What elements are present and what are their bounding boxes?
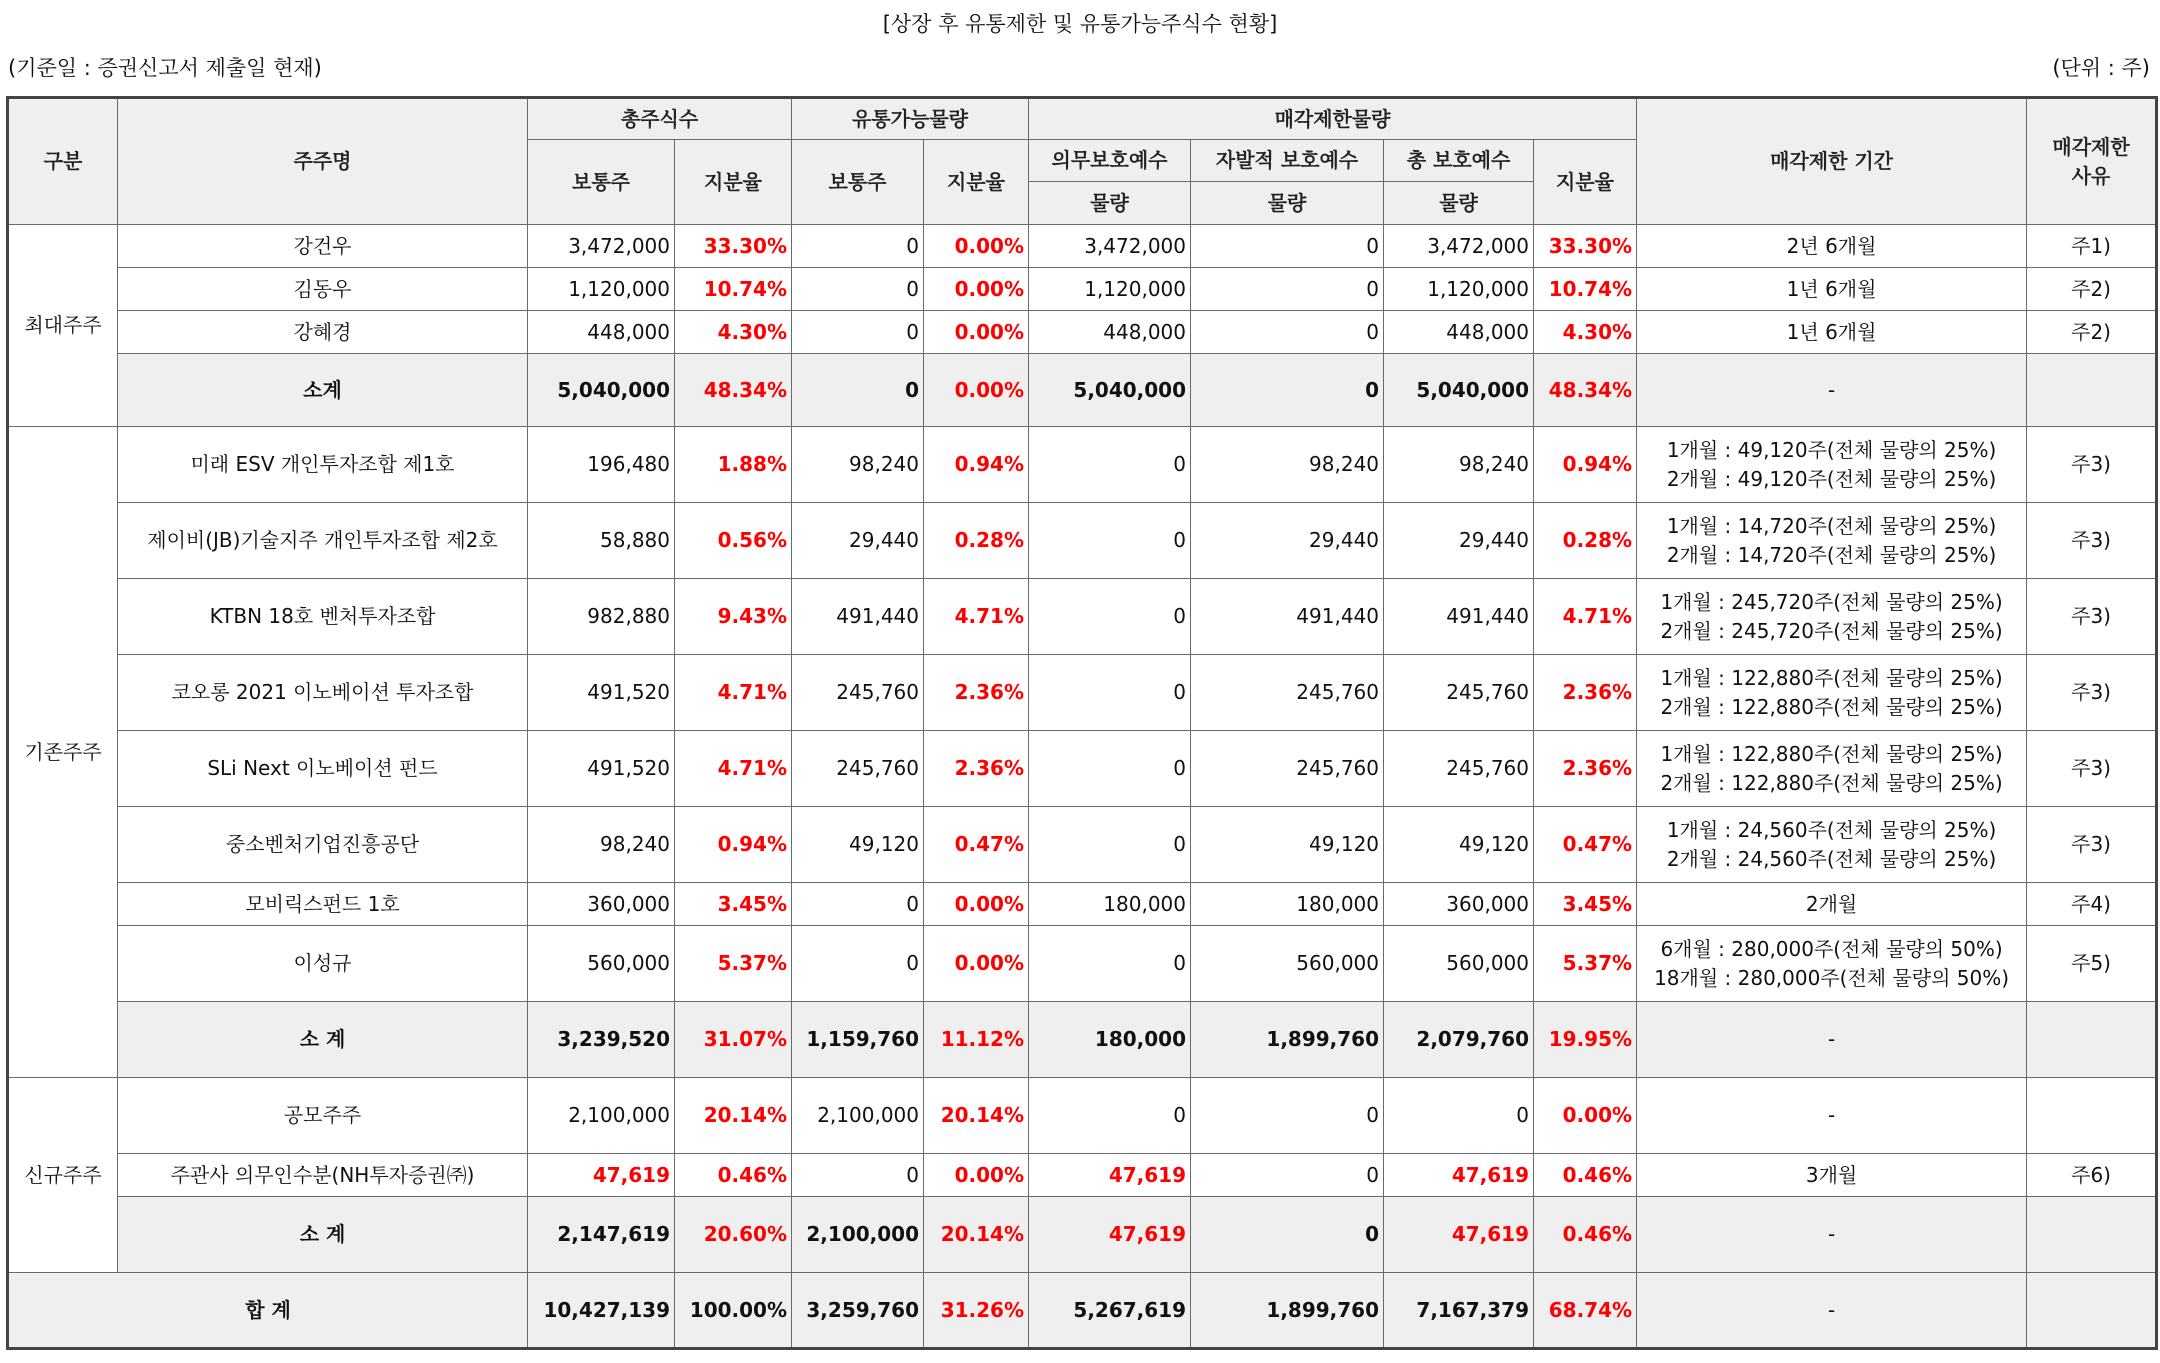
mandatory-qty: 5,040,000 [1029, 354, 1191, 427]
mandatory-qty: 1,120,000 [1029, 268, 1191, 311]
share-ratio: 10.74% [675, 268, 792, 311]
holder-name: 김동우 [118, 268, 528, 311]
share-ratio: 0.94% [675, 807, 792, 883]
tradable-ratio: 0.00% [924, 311, 1029, 354]
voluntary-qty: 0 [1191, 1197, 1384, 1273]
holder-name: 코오롱 2021 이노베이션 투자조합 [118, 655, 528, 731]
header-total-protect: 총 보호예수 [1384, 140, 1534, 182]
table-row [8, 1078, 2157, 1154]
lockup-table [6, 96, 2158, 1350]
grand-total-label: 합 계 [8, 1273, 528, 1349]
share-ratio: 3.45% [675, 883, 792, 926]
restricted-ratio: 0.46% [1534, 1154, 1637, 1197]
common-shares: 10,427,139 [528, 1273, 675, 1349]
restriction-period [1637, 427, 2027, 503]
restriction-period [1637, 579, 2027, 655]
restricted-ratio: 0.94% [1534, 427, 1637, 503]
common-shares: 3,472,000 [528, 225, 675, 268]
table-row [8, 225, 2157, 268]
tradable-shares: 491,440 [792, 579, 924, 655]
mandatory-qty: 0 [1029, 655, 1191, 731]
share-ratio: 4.30% [675, 311, 792, 354]
share-ratio: 0.56% [675, 503, 792, 579]
header-ratio: 지분율 [675, 140, 792, 225]
restricted-ratio: 48.34% [1534, 354, 1637, 427]
tradable-shares: 0 [792, 268, 924, 311]
restriction-period: 2년 6개월 [1637, 225, 2027, 268]
restriction-period [1637, 807, 2027, 883]
voluntary-qty: 0 [1191, 225, 1384, 268]
header-tradable: 유통가능물량 [792, 98, 1029, 140]
total-protect-qty: 2,079,760 [1384, 1002, 1534, 1078]
voluntary-qty: 0 [1191, 1078, 1384, 1154]
share-ratio: 20.60% [675, 1197, 792, 1273]
common-shares: 560,000 [528, 926, 675, 1002]
total-protect-qty: 448,000 [1384, 311, 1534, 354]
tradable-shares: 2,100,000 [792, 1197, 924, 1273]
subtotal-label: 소계 [118, 354, 528, 427]
voluntary-qty: 0 [1191, 311, 1384, 354]
tradable-shares: 3,259,760 [792, 1273, 924, 1349]
voluntary-qty: 49,120 [1191, 807, 1384, 883]
header-holder: 주주명 [118, 98, 528, 225]
restriction-reason: 주3) [2027, 655, 2157, 731]
mandatory-qty: 5,267,619 [1029, 1273, 1191, 1349]
restricted-ratio: 0.28% [1534, 503, 1637, 579]
total-protect-qty: 1,120,000 [1384, 268, 1534, 311]
tradable-ratio: 0.00% [924, 225, 1029, 268]
mandatory-qty: 0 [1029, 503, 1191, 579]
tradable-shares: 0 [792, 883, 924, 926]
restriction-period: 1년 6개월 [1637, 311, 2027, 354]
voluntary-qty: 245,760 [1191, 655, 1384, 731]
basis-date-note: (기준일 : 증권신고서 제출일 현재) [8, 56, 322, 80]
holder-name: SLi Next 이노베이션 펀드 [118, 731, 528, 807]
restriction-period: 1년 6개월 [1637, 268, 2027, 311]
total-protect-qty: 560,000 [1384, 926, 1534, 1002]
restricted-ratio: 5.37% [1534, 926, 1637, 1002]
restriction-period [1637, 731, 2027, 807]
subtotal-row [8, 1197, 2157, 1273]
subtotal-label: 소 계 [118, 1002, 528, 1078]
holder-name: 미래 ESV 개인투자조합 제1호 [118, 427, 528, 503]
tradable-shares: 0 [792, 1154, 924, 1197]
restricted-ratio: 33.30% [1534, 225, 1637, 268]
tradable-ratio: 20.14% [924, 1078, 1029, 1154]
restriction-period: - [1637, 1273, 2027, 1349]
period-line: 2개월 : 122,880주(전체 물량의 25%) [1660, 694, 2003, 719]
period-line: 2개월 : 49,120주(전체 물량의 25%) [1666, 466, 1997, 491]
share-ratio: 4.71% [675, 731, 792, 807]
table-title: [상장 후 유통제한 및 유통가능주식수 현황] [882, 12, 1278, 36]
restriction-reason: 주3) [2027, 807, 2157, 883]
header-voluntary: 자발적 보호예수 [1191, 140, 1384, 182]
restriction-reason [2027, 1078, 2157, 1154]
common-shares: 1,120,000 [528, 268, 675, 311]
tradable-shares: 245,760 [792, 731, 924, 807]
tradable-shares: 245,760 [792, 655, 924, 731]
period-line: 2개월 : 14,720주(전체 물량의 25%) [1666, 542, 1997, 567]
restricted-ratio: 2.36% [1534, 655, 1637, 731]
common-shares: 982,880 [528, 579, 675, 655]
restriction-reason: 주3) [2027, 427, 2157, 503]
common-shares: 47,619 [528, 1154, 675, 1197]
period-line: 1개월 : 49,120주(전체 물량의 25%) [1666, 437, 1997, 462]
restriction-reason [2027, 354, 2157, 427]
restriction-reason [2027, 1273, 2157, 1349]
common-shares: 98,240 [528, 807, 675, 883]
mandatory-qty: 180,000 [1029, 883, 1191, 926]
restricted-ratio: 4.30% [1534, 311, 1637, 354]
restriction-reason: 주2) [2027, 311, 2157, 354]
total-protect-qty: 491,440 [1384, 579, 1534, 655]
table-row [8, 883, 2157, 926]
table-row [8, 579, 2157, 655]
restricted-ratio: 19.95% [1534, 1002, 1637, 1078]
restriction-reason [2027, 1002, 2157, 1078]
holder-name: 중소벤처기업진흥공단 [118, 807, 528, 883]
header-qty: 물량 [1029, 182, 1191, 225]
restriction-reason: 주1) [2027, 225, 2157, 268]
mandatory-qty: 3,472,000 [1029, 225, 1191, 268]
restricted-ratio: 0.46% [1534, 1197, 1637, 1273]
voluntary-qty: 98,240 [1191, 427, 1384, 503]
tradable-shares: 29,440 [792, 503, 924, 579]
table-row [8, 1154, 2157, 1197]
tradable-ratio: 2.36% [924, 731, 1029, 807]
restriction-reason: 주6) [2027, 1154, 2157, 1197]
tradable-ratio: 0.00% [924, 1154, 1029, 1197]
subtotal-label: 소 계 [118, 1197, 528, 1273]
holder-name: 주관사 의무인수분(NH투자증권㈜) [118, 1154, 528, 1197]
voluntary-qty: 245,760 [1191, 731, 1384, 807]
subtotal-row [8, 1002, 2157, 1078]
restriction-period [1637, 503, 2027, 579]
tradable-ratio: 0.00% [924, 883, 1029, 926]
common-shares: 3,239,520 [528, 1002, 675, 1078]
table-row [8, 807, 2157, 883]
period-line: 2개월 : 245,720주(전체 물량의 25%) [1660, 618, 2003, 643]
group-largest: 최대주주 [8, 225, 118, 427]
tradable-ratio: 2.36% [924, 655, 1029, 731]
tradable-ratio: 0.47% [924, 807, 1029, 883]
tradable-ratio: 31.26% [924, 1273, 1029, 1349]
restriction-period: - [1637, 1002, 2027, 1078]
holder-name: 공모주주 [118, 1078, 528, 1154]
header-ratio: 지분율 [924, 140, 1029, 225]
tradable-ratio: 0.00% [924, 354, 1029, 427]
holder-name: 강건우 [118, 225, 528, 268]
holder-name: 모비릭스펀드 1호 [118, 883, 528, 926]
table-row [8, 655, 2157, 731]
mandatory-qty: 0 [1029, 427, 1191, 503]
voluntary-qty: 0 [1191, 268, 1384, 311]
group-existing: 기존주주 [8, 427, 118, 1078]
common-shares: 5,040,000 [528, 354, 675, 427]
mandatory-qty: 0 [1029, 731, 1191, 807]
total-protect-qty: 98,240 [1384, 427, 1534, 503]
restriction-reason: 주2) [2027, 268, 2157, 311]
restricted-ratio: 10.74% [1534, 268, 1637, 311]
table-row [8, 926, 2157, 1002]
holder-name: 이성규 [118, 926, 528, 1002]
share-ratio: 20.14% [675, 1078, 792, 1154]
subtotal-row [8, 354, 2157, 427]
tradable-shares: 0 [792, 926, 924, 1002]
restricted-ratio: 0.47% [1534, 807, 1637, 883]
share-ratio: 100.00% [675, 1273, 792, 1349]
mandatory-qty: 47,619 [1029, 1154, 1191, 1197]
common-shares: 448,000 [528, 311, 675, 354]
tradable-ratio: 0.00% [924, 926, 1029, 1002]
mandatory-qty: 0 [1029, 1078, 1191, 1154]
header-common: 보통주 [528, 140, 675, 225]
total-protect-qty: 360,000 [1384, 883, 1534, 926]
total-protect-qty: 245,760 [1384, 655, 1534, 731]
mandatory-qty: 448,000 [1029, 311, 1191, 354]
restriction-period: - [1637, 1078, 2027, 1154]
header-common: 보통주 [792, 140, 924, 225]
restriction-period: 2개월 [1637, 883, 2027, 926]
share-ratio: 5.37% [675, 926, 792, 1002]
restriction-period: - [1637, 1197, 2027, 1273]
voluntary-qty: 0 [1191, 1154, 1384, 1197]
header-reason-line2: 사유 [2071, 163, 2111, 188]
voluntary-qty: 180,000 [1191, 883, 1384, 926]
table-row [8, 503, 2157, 579]
total-protect-qty: 0 [1384, 1078, 1534, 1154]
header-period: 매각제한 기간 [1637, 98, 2027, 225]
header-qty: 물량 [1384, 182, 1534, 225]
table-row [8, 731, 2157, 807]
grand-total-row [8, 1273, 2157, 1349]
header-reason-line1: 매각제한 [2052, 134, 2130, 159]
total-protect-qty: 5,040,000 [1384, 354, 1534, 427]
period-line: 2개월 : 122,880주(전체 물량의 25%) [1660, 770, 2003, 795]
restriction-period: 3개월 [1637, 1154, 2027, 1197]
share-ratio: 1.88% [675, 427, 792, 503]
table-row [8, 311, 2157, 354]
tradable-shares: 0 [792, 311, 924, 354]
restricted-ratio: 68.74% [1534, 1273, 1637, 1349]
common-shares: 2,147,619 [528, 1197, 675, 1273]
tradable-shares: 98,240 [792, 427, 924, 503]
tradable-shares: 1,159,760 [792, 1002, 924, 1078]
unit-note: (단위 : 주) [2052, 56, 2150, 80]
total-protect-qty: 3,472,000 [1384, 225, 1534, 268]
restriction-period [1637, 926, 2027, 1002]
table-row [8, 268, 2157, 311]
share-ratio: 33.30% [675, 225, 792, 268]
restricted-ratio: 2.36% [1534, 731, 1637, 807]
header-reason [2027, 98, 2157, 225]
total-protect-qty: 49,120 [1384, 807, 1534, 883]
header-row [8, 98, 2157, 140]
total-protect-qty: 47,619 [1384, 1154, 1534, 1197]
period-line: 1개월 : 24,560주(전체 물량의 25%) [1666, 817, 1997, 842]
mandatory-qty: 0 [1029, 926, 1191, 1002]
restricted-ratio: 4.71% [1534, 579, 1637, 655]
common-shares: 360,000 [528, 883, 675, 926]
holder-name: 강혜경 [118, 311, 528, 354]
share-ratio: 9.43% [675, 579, 792, 655]
period-line: 1개월 : 122,880주(전체 물량의 25%) [1660, 665, 2003, 690]
tradable-ratio: 4.71% [924, 579, 1029, 655]
period-line: 2개월 : 24,560주(전체 물량의 25%) [1666, 846, 1997, 871]
common-shares: 196,480 [528, 427, 675, 503]
tradable-shares: 0 [792, 225, 924, 268]
restricted-ratio: 0.00% [1534, 1078, 1637, 1154]
group-new: 신규주주 [8, 1078, 118, 1273]
mandatory-qty: 47,619 [1029, 1197, 1191, 1273]
holder-name: KTBN 18호 벤처투자조합 [118, 579, 528, 655]
voluntary-qty: 1,899,760 [1191, 1002, 1384, 1078]
tradable-ratio: 0.94% [924, 427, 1029, 503]
period-line: 18개월 : 280,000주(전체 물량의 50%) [1654, 965, 2010, 990]
header-qty: 물량 [1191, 182, 1384, 225]
restriction-reason: 주4) [2027, 883, 2157, 926]
table-row [8, 427, 2157, 503]
holder-name: 제이비(JB)기술지주 개인투자조합 제2호 [118, 503, 528, 579]
header-restricted: 매각제한물량 [1029, 98, 1637, 140]
total-protect-qty: 47,619 [1384, 1197, 1534, 1273]
restriction-reason: 주3) [2027, 503, 2157, 579]
total-protect-qty: 245,760 [1384, 731, 1534, 807]
tradable-shares: 2,100,000 [792, 1078, 924, 1154]
tradable-ratio: 0.28% [924, 503, 1029, 579]
restriction-period [1637, 655, 2027, 731]
voluntary-qty: 29,440 [1191, 503, 1384, 579]
period-line: 1개월 : 122,880주(전체 물량의 25%) [1660, 741, 2003, 766]
restriction-reason [2027, 1197, 2157, 1273]
restriction-period: - [1637, 354, 2027, 427]
common-shares: 491,520 [528, 655, 675, 731]
tradable-shares: 49,120 [792, 807, 924, 883]
header-mandatory: 의무보호예수 [1029, 140, 1191, 182]
period-line: 1개월 : 245,720주(전체 물량의 25%) [1660, 589, 2003, 614]
period-line: 1개월 : 14,720주(전체 물량의 25%) [1666, 513, 1997, 538]
total-protect-qty: 7,167,379 [1384, 1273, 1534, 1349]
restriction-reason: 주3) [2027, 731, 2157, 807]
common-shares: 58,880 [528, 503, 675, 579]
common-shares: 491,520 [528, 731, 675, 807]
mandatory-qty: 180,000 [1029, 1002, 1191, 1078]
voluntary-qty: 560,000 [1191, 926, 1384, 1002]
header-category: 구분 [8, 98, 118, 225]
tradable-ratio: 11.12% [924, 1002, 1029, 1078]
header-total-shares: 총주식수 [528, 98, 792, 140]
total-protect-qty: 29,440 [1384, 503, 1534, 579]
share-ratio: 31.07% [675, 1002, 792, 1078]
voluntary-qty: 1,899,760 [1191, 1273, 1384, 1349]
tradable-ratio: 20.14% [924, 1197, 1029, 1273]
mandatory-qty: 0 [1029, 807, 1191, 883]
tradable-shares: 0 [792, 354, 924, 427]
common-shares: 2,100,000 [528, 1078, 675, 1154]
restriction-reason: 주5) [2027, 926, 2157, 1002]
share-ratio: 0.46% [675, 1154, 792, 1197]
tradable-ratio: 0.00% [924, 268, 1029, 311]
share-ratio: 48.34% [675, 354, 792, 427]
share-ratio: 4.71% [675, 655, 792, 731]
voluntary-qty: 0 [1191, 354, 1384, 427]
voluntary-qty: 491,440 [1191, 579, 1384, 655]
restricted-ratio: 3.45% [1534, 883, 1637, 926]
mandatory-qty: 0 [1029, 579, 1191, 655]
period-line: 6개월 : 280,000주(전체 물량의 50%) [1660, 936, 2003, 961]
header-ratio: 지분율 [1534, 140, 1637, 225]
restriction-reason: 주3) [2027, 579, 2157, 655]
